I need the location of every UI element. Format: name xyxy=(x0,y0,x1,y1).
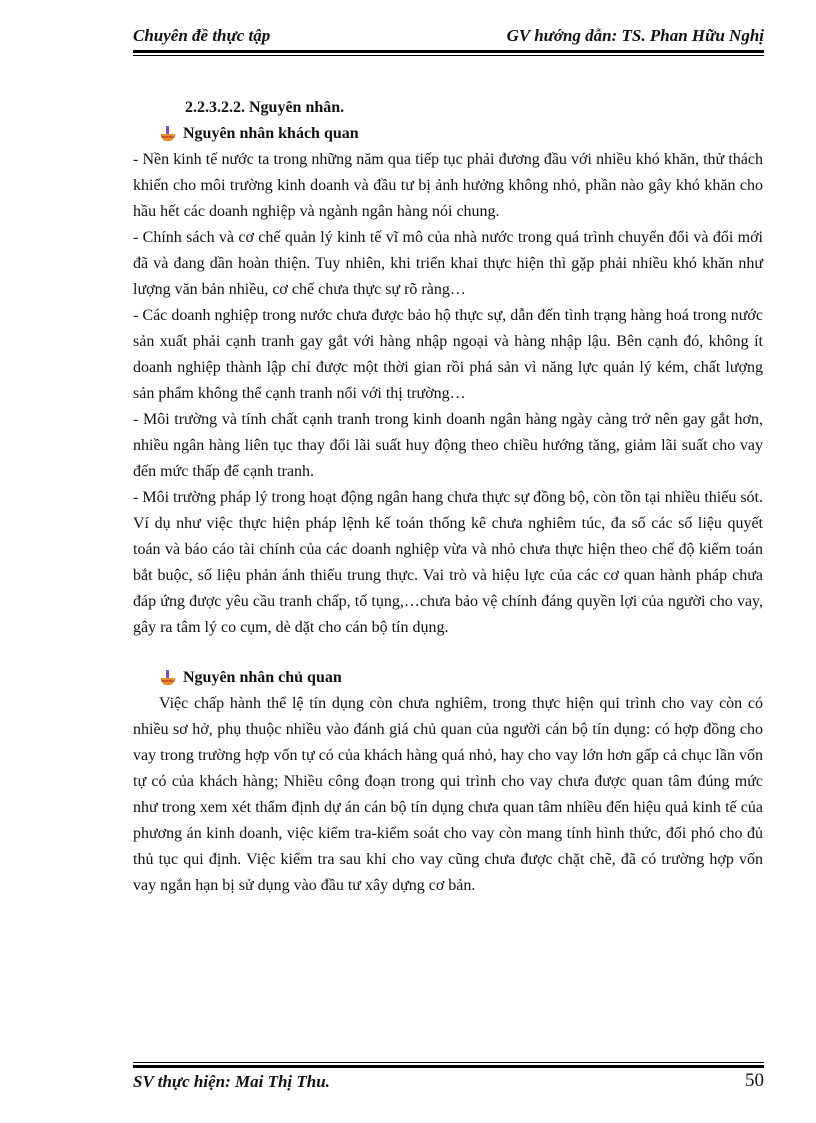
pointing-hand-icon xyxy=(159,669,177,687)
page-header xyxy=(133,22,764,50)
footer-student: SV thực hiện: Mai Thị Thu. xyxy=(133,1072,330,1091)
footer-divider xyxy=(133,1062,764,1068)
objective-paragraph-5: - Môi trường pháp lý trong hoạt động ngân hang chưa thực sự đồng bộ, còn tồn tại nhiều thiếu sót. Ví dụ như việc thực hiện pháp lệnh kế toán thống kê chưa nghiêm túc, đa số các số liệu quyết toán và báo cáo tài chính của các doanh nghiệp vừa và nhỏ chưa thực hiện theo chế độ kiểm toán bắt buộc, số liệu phản ánh thiếu trung thực. Vai trò và hiệu lực của các cơ quan hành pháp chưa đáp ứng được yêu cầu tranh chấp, tố tụng,…chưa bảo vệ chính đáng quyền lợi của người cho vay, gây ra tâm lý co cụm, dè dặt cho cán bộ tín dụng. xyxy=(133,489,763,636)
objective-paragraph-1: - Nền kinh tế nước ta trong những năm qua tiếp tục phải đương đầu với nhiều khó khăn, thử thách khiến cho môi trường kinh doanh và đầu tư bị ảnh hưởng không nhỏ, phần nào gây khó khăn cho hầu hết các doanh nghiệp và ngành ngân hàng nói chung. xyxy=(133,151,763,220)
header-advisor: GV hướng dẫn: TS. Phan Hữu Nghị xyxy=(506,26,764,45)
page-number: 50 xyxy=(745,1070,764,1091)
subjective-heading xyxy=(159,665,763,691)
spacer xyxy=(133,641,763,665)
objective-paragraph-3: - Các doanh nghiệp trong nước chưa được bảo hộ thực sự, dẫn đến tình trạng hàng hoá trong nước sản xuất phải cạnh tranh gay gắt với hàng nhập ngoại và hàng nhập lậu. Bên cạnh đó, không ít doanh nghiệp thành lập chỉ được một thời gian rồi phá sản vì năng lực quản lý kém, chất lượng sản phẩm không thể cạnh tranh nổi với thị trường… xyxy=(133,307,763,402)
objective-paragraph-2: - Chính sách và cơ chế quản lý kinh tế vĩ mô của nhà nước trong quá trình chuyển đổi và đổi mới đã và đang dần hoàn thiện. Tuy nhiên, khi triển khai thực hiện thì gặp phải nhiều khó khăn như lượng văn bản nhiều, cơ chế chưa thực sự rõ ràng… xyxy=(133,229,763,298)
pointing-hand-icon xyxy=(159,125,177,143)
subjective-paragraph: Việc chấp hành thể lệ tín dụng còn chưa nghiêm, trong thực hiện qui trình cho vay còn có nhiều sơ hở, phụ thuộc nhiều vào đánh giá chủ quan của người cán bộ tín dụng: có hợp đồng cho vay trong trường hợp vốn tự có của khách hàng quá nhỏ, hay cho vay lớn hơn gấp cả chục lần vốn tự có của khách hàng; Nhiều công đoạn trong qui trình cho vay chưa được quan tâm đúng mức như trong xem xét thẩm định dự án cán bộ tín dụng chưa quan tâm nhiều đến hiệu quả kinh tế của phương án kinh doanh, việc kiểm tra-kiểm soát cho vay còn mang tính hình thức, đối phó cho đủ thủ tục qui định. Việc kiểm tra sau khi cho vay cũng chưa được chặt chẽ, đã có trường hợp vốn vay ngắn hạn bị sử dụng vào đầu tư xây dựng cơ bản. xyxy=(133,695,763,894)
subjective-heading-text: Nguyên nhân chủ quan xyxy=(183,669,342,686)
objective-heading xyxy=(159,121,763,147)
header-divider xyxy=(133,50,764,56)
header-course-title: Chuyên đề thực tập xyxy=(133,26,271,45)
objective-paragraph-4: - Môi trường và tính chất cạnh tranh trong kinh doanh ngân hàng ngày càng trở nên gay gắt hơn, nhiều ngân hàng liên tục thay đổi lãi suất huy động theo chiều hướng tăng, giảm lãi suất cho vay đến mức thấp để cạnh tranh. xyxy=(133,411,763,480)
section-title: 2.2.3.2.2. Nguyên nhân. xyxy=(185,99,345,116)
page-body xyxy=(133,95,763,899)
page-footer xyxy=(133,1070,764,1098)
objective-heading-text: Nguyên nhân khách quan xyxy=(183,125,359,142)
